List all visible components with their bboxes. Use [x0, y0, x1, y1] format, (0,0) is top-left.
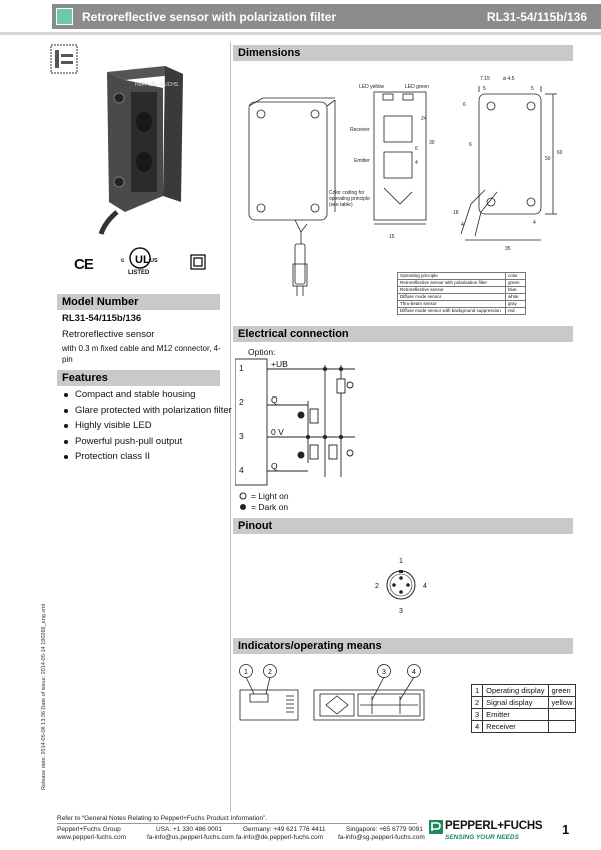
ul-us-mark: US: [150, 258, 158, 264]
header-accent-square: [56, 8, 73, 25]
pin-label: 2: [375, 583, 379, 590]
pin-number: 1: [239, 363, 244, 373]
table-cell: gray: [506, 301, 526, 308]
dim-value: 50: [545, 156, 551, 162]
table-cell: 4: [472, 721, 483, 733]
section-indicators: Indicators/operating means: [233, 638, 573, 654]
footer-usa-phone: USA: +1 330 486 0001: [156, 826, 222, 833]
legend-markers: [238, 491, 248, 513]
table-row: [398, 287, 526, 294]
footer-note: Refer to “General Notes Relating to Pepperl+Fuchs Product Information”.: [57, 815, 268, 822]
product-photo: [95, 62, 190, 237]
footer-singapore-mail[interactable]: fa-info@sg.pepperl-fuchs.com: [338, 834, 425, 841]
page-header: [0, 0, 601, 38]
ce-mark: CE: [74, 256, 93, 273]
dim-value: 7.15: [480, 76, 490, 82]
label-color-coding-2: operating principle: [329, 196, 370, 202]
table-cell: Thru-beam sensor: [398, 301, 506, 308]
feature-item: Glare protected with polarization filter: [62, 403, 232, 419]
table-cell: yellow: [548, 697, 576, 709]
dim-value: 6: [469, 142, 472, 148]
page-title: Retroreflective sensor with polarization filter: [82, 10, 337, 24]
table-cell: green: [548, 685, 576, 697]
table-row: [398, 294, 526, 301]
signal-label: Q̅: [271, 395, 278, 405]
dim-value: 5: [531, 86, 534, 92]
footer-singapore-phone: Singapore: +65 6779 9091: [346, 826, 423, 833]
callout-number: 1: [244, 669, 248, 676]
pin-number: 2: [239, 397, 244, 407]
feature-item: Compact and stable housing: [62, 387, 232, 403]
table-row: [472, 685, 576, 697]
callout-number: 3: [382, 669, 386, 676]
brand-name: PEPPERL+FUCHS: [445, 820, 543, 832]
photo-brand-print: PEPPERL+FUCHS: [135, 82, 179, 88]
release-info: Release date: 2014-05-08 13:36 Date of issue: 2014-05-14 190266_eng.xml: [41, 604, 47, 790]
footer-group: Pepperl+Fuchs Group: [57, 826, 121, 833]
pin-number: 3: [239, 431, 244, 441]
dim-value: 35: [505, 246, 511, 252]
signal-label: +UB: [271, 359, 288, 369]
table-header-row: [398, 273, 526, 280]
indicators-table: [471, 684, 576, 733]
label-color-coding-1: Color coding for: [329, 190, 365, 196]
dim-value: 5: [483, 86, 486, 92]
dim-value: 4: [461, 222, 464, 228]
table-cell: [548, 709, 576, 721]
table-cell: Retroreflective sensor: [398, 287, 506, 294]
footer-usa-mail[interactable]: fa-info@us.pepperl-fuchs.com: [147, 834, 234, 841]
table-row: [472, 721, 576, 733]
dim-value: ø 4.5: [503, 76, 515, 82]
legend-dark-on: = Dark on: [251, 502, 289, 512]
label-led-green: LED green: [405, 84, 429, 90]
product-type-icon: [50, 44, 78, 74]
legend-light-on: = Light on: [251, 491, 289, 501]
dim-value: 4: [415, 160, 418, 166]
table-cell: blue: [506, 287, 526, 294]
table-cell: Diffuse mode sensor: [398, 294, 506, 301]
table-header-cell: Operating principle: [398, 273, 506, 280]
table-cell: Emitter: [483, 709, 548, 721]
table-cell: red: [506, 308, 526, 315]
product-code: RL31-54/115b/136: [486, 10, 587, 24]
feature-item: Protection class II: [62, 449, 232, 465]
pin-number: 4: [239, 465, 244, 475]
table-cell: Retroreflective sensor with polarisation filter: [398, 280, 506, 287]
dim-value: 4: [533, 220, 536, 226]
table-cell: 3: [472, 709, 483, 721]
signal-label: Q: [271, 461, 278, 471]
table-cell: Operating display: [483, 685, 548, 697]
section-pinout: Pinout: [233, 518, 573, 534]
section-electrical-connection: Electrical connection: [233, 326, 573, 342]
callout-number: 4: [412, 669, 416, 676]
callout-number: 2: [268, 669, 272, 676]
section-model-number: Model Number: [57, 294, 220, 310]
pin-label: 1: [399, 558, 403, 565]
dim-value: 24: [421, 116, 427, 122]
model-code: RL31-54/115b/136: [62, 313, 142, 324]
header-rule: [0, 32, 601, 35]
model-type: Retroreflective sensor: [62, 329, 155, 340]
dim-value: 60: [557, 150, 563, 156]
signal-label: 0 V: [271, 427, 284, 437]
svg-text:UL: UL: [135, 254, 150, 266]
features-list: [62, 387, 232, 465]
table-cell: 2: [472, 697, 483, 709]
section-dimensions: Dimensions: [233, 45, 573, 61]
ul-listed-text: LISTED: [128, 270, 150, 276]
section-features: Features: [57, 370, 220, 386]
pin-label: 4: [423, 583, 427, 590]
label-color-coding-3: (see table): [329, 202, 353, 208]
model-description: with 0.3 m fixed cable and M12 connector, 4-pin: [62, 344, 221, 364]
brand-slogan: SENSING YOUR NEEDS: [445, 834, 519, 841]
label-led-yellow: LED yellow: [359, 84, 385, 90]
table-header-cell: color: [506, 273, 526, 280]
wiring-diagram: [235, 355, 435, 490]
table-row: [472, 697, 576, 709]
label-receiver: Receiver: [350, 127, 370, 133]
footer-group-web[interactable]: www.pepperl-fuchs.com: [57, 834, 126, 841]
feature-item: Powerful push-pull output: [62, 434, 232, 450]
table-cell: Diffuse mode sensor with background suppression: [398, 308, 506, 315]
dim-value: 6: [463, 102, 466, 108]
table-cell: white: [506, 294, 526, 301]
footer-germany-phone: Germany: +49 621 776 4411: [243, 826, 326, 833]
ul-c-mark: c: [121, 258, 125, 264]
pinout-diagram: [370, 555, 432, 615]
dim-value: 6: [415, 146, 418, 152]
table-cell: [548, 721, 576, 733]
table-row: [398, 280, 526, 287]
table-cell: Signal display: [483, 697, 548, 709]
table-row: [398, 308, 526, 315]
dim-value: 15: [389, 234, 395, 240]
brand-logo-icon: [429, 820, 443, 834]
option-label: Option:: [248, 347, 276, 357]
table-cell: Receiver: [483, 721, 548, 733]
feature-item: Highly visible LED: [62, 418, 232, 434]
indicators-drawing: [236, 660, 436, 730]
label-emitter: Emitter: [354, 158, 370, 164]
table-row: [398, 301, 526, 308]
table-cell: 1: [472, 685, 483, 697]
table-row: [472, 709, 576, 721]
operating-principle-table: [397, 272, 526, 315]
page-number: 1: [562, 822, 570, 837]
pin-label: 3: [399, 608, 403, 615]
protection-class-ii-icon: [190, 254, 206, 270]
table-cell: green: [506, 280, 526, 287]
footer-germany-mail[interactable]: fa-info@de.pepperl-fuchs.com: [236, 834, 324, 841]
dim-value: 30: [429, 140, 435, 146]
dim-value: 18: [453, 210, 459, 216]
footer-rule: [57, 823, 417, 824]
